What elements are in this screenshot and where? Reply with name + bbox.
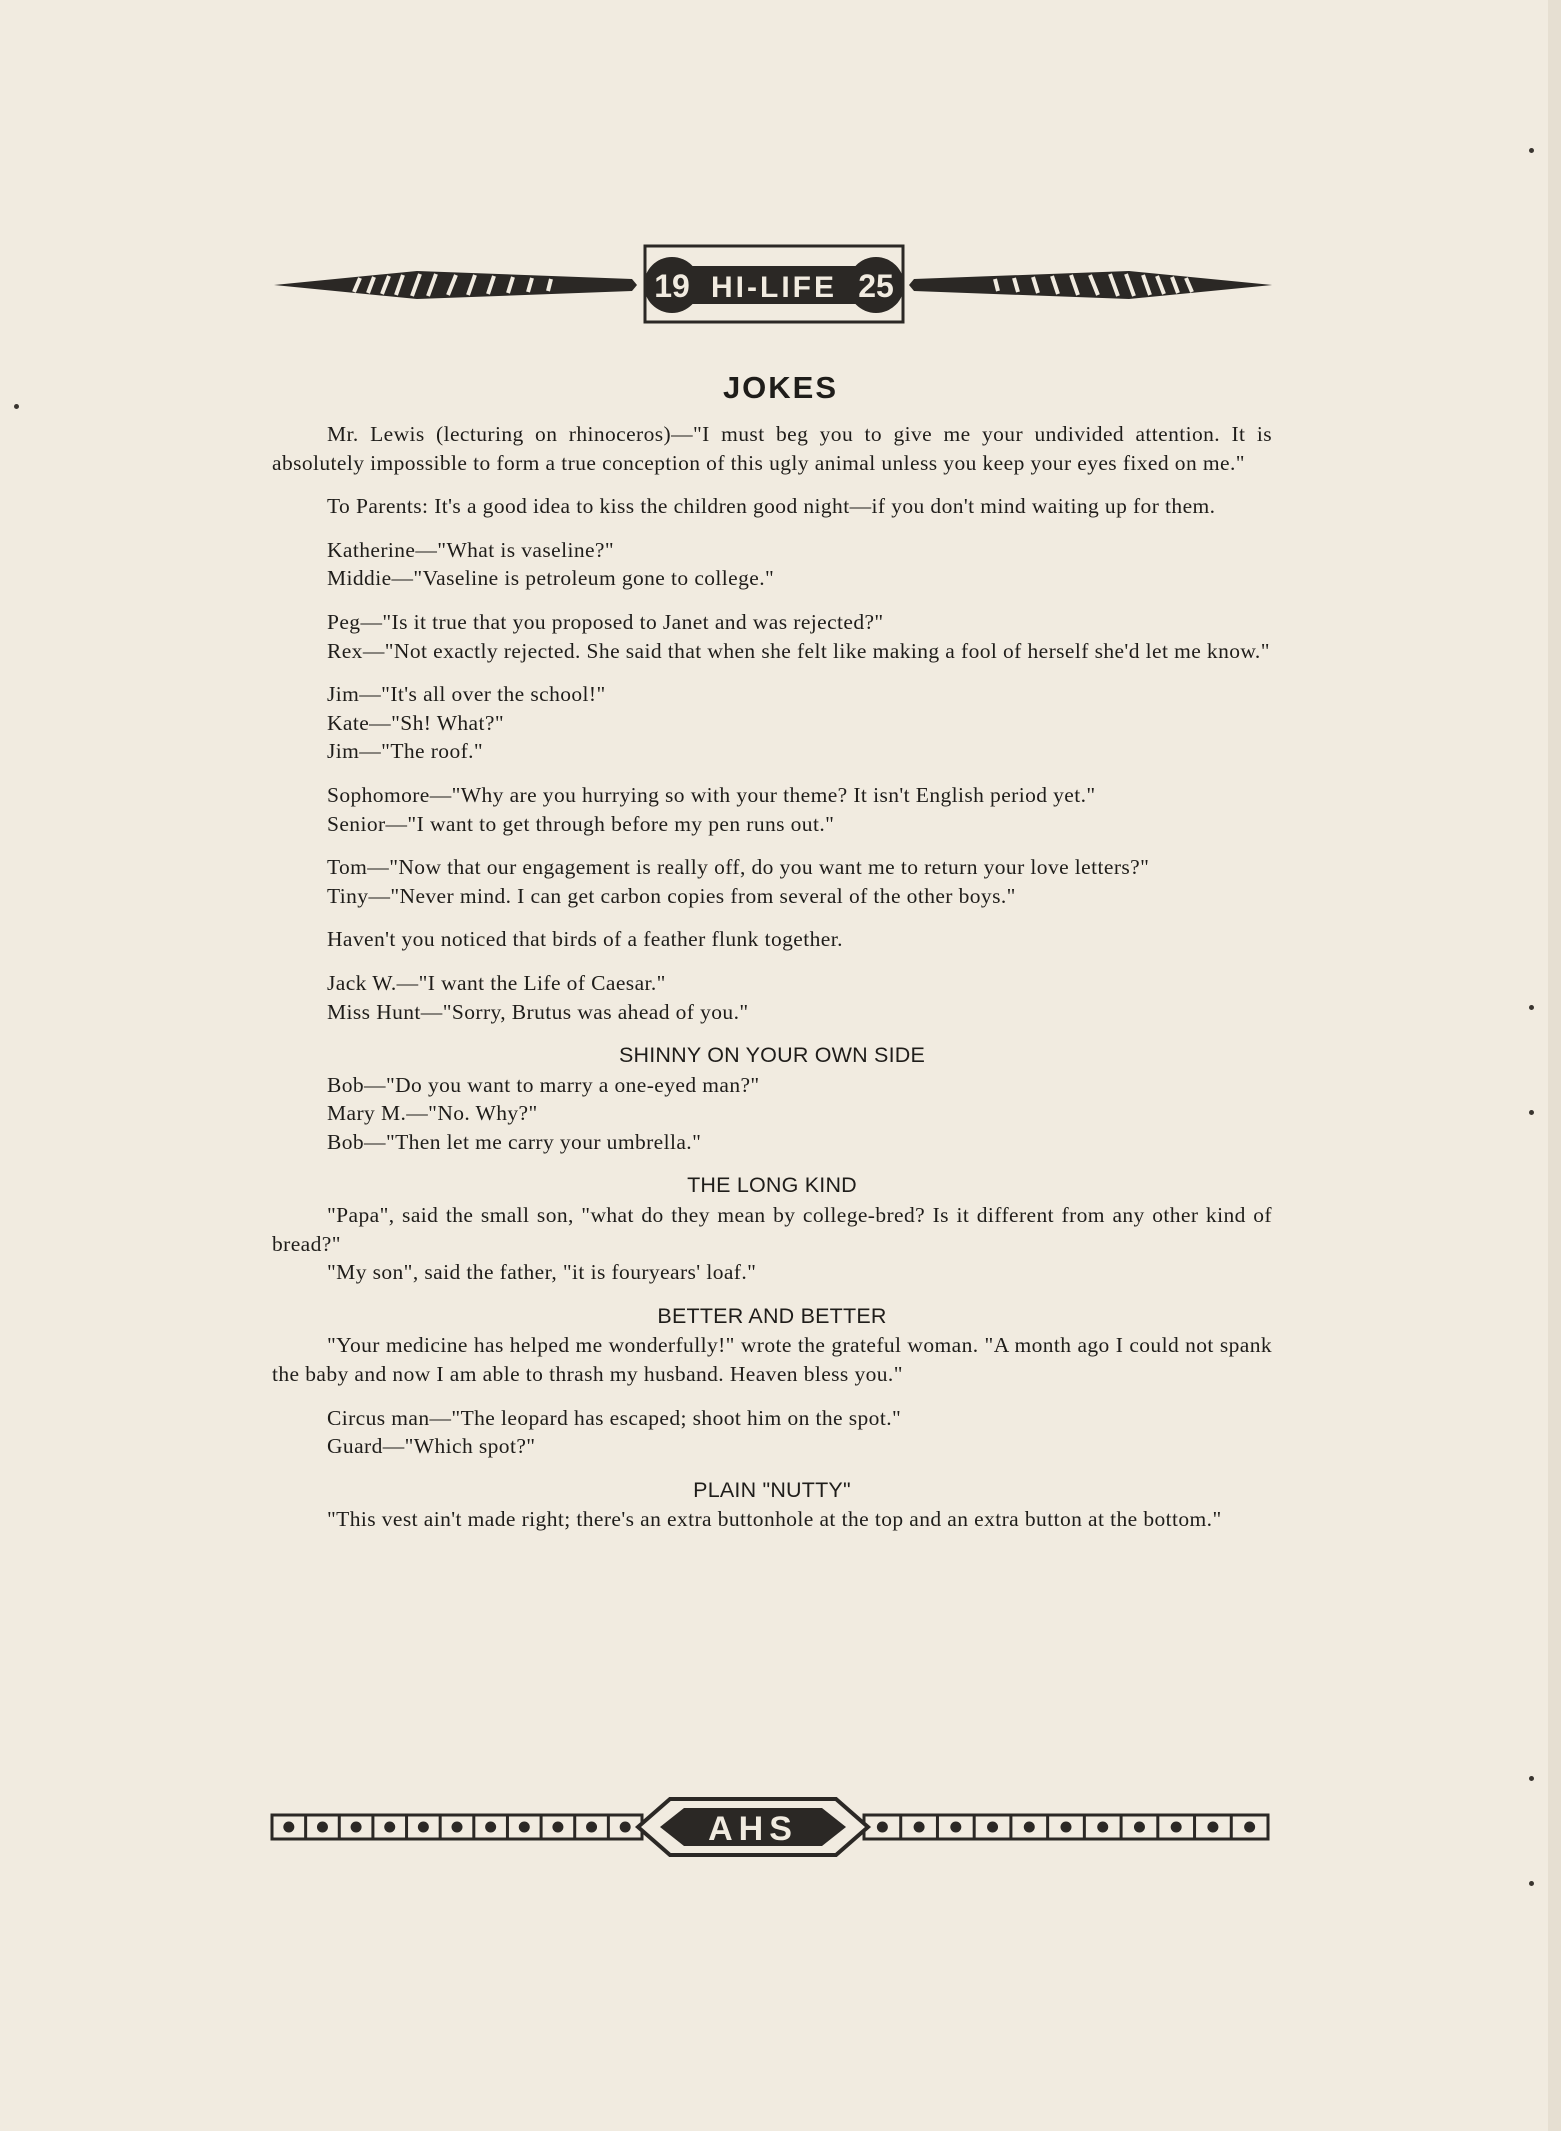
joke-line: Tiny—"Never mind. I can get carbon copies from several of the other boys." bbox=[327, 883, 1016, 908]
joke-line: Kate—"Sh! What?" bbox=[327, 710, 504, 735]
footer-dot bbox=[1024, 1822, 1035, 1833]
section-heading: SHINNY ON YOUR OWN SIDE bbox=[618, 1043, 926, 1068]
footer-emblem: AHS bbox=[708, 1810, 798, 1848]
joke-block bbox=[272, 608, 1272, 665]
print-speck bbox=[14, 404, 19, 409]
joke-block bbox=[272, 1071, 1272, 1157]
footer-dot bbox=[914, 1822, 925, 1833]
joke-line: Mary M.—"No. Why?" bbox=[327, 1101, 538, 1126]
footer-dot bbox=[418, 1822, 429, 1833]
footer-dot bbox=[351, 1822, 362, 1833]
page-title: JOKES bbox=[722, 370, 839, 405]
joke-line: "This vest ain't made right; there's an extra buttonhole at the top and an extra button at the bottom." bbox=[327, 1507, 1222, 1532]
joke-line: Senior—"I want to get through before my pen runs out." bbox=[327, 811, 835, 836]
footer-banner-art bbox=[270, 1790, 1272, 1864]
footer-banner bbox=[270, 1790, 1272, 1864]
header-banner-art bbox=[272, 240, 1274, 330]
joke-block bbox=[272, 781, 1272, 838]
header-brand: HI-LIFE bbox=[711, 271, 837, 304]
joke-block bbox=[272, 853, 1272, 910]
footer-dot bbox=[1171, 1822, 1182, 1833]
joke-line: Mr. Lewis (lecturing on rhinoceros)—"I must beg you to give me your undivided attention. It is absolutely impossible to form a true conception of this ugly animal unless you keep your eyes fixed on me." bbox=[272, 422, 1272, 475]
joke-line: "Your medicine has helped me wonderfully!" wrote the grateful woman. "A month ago I could not spank the baby and now I am able to thrash my husband. Heaven bless you." bbox=[272, 1333, 1272, 1387]
footer-dot bbox=[384, 1822, 395, 1833]
footer-dot bbox=[1244, 1822, 1255, 1833]
footer-dot bbox=[1207, 1822, 1218, 1833]
joke-line: Tom—"Now that our engagement is really off, do you want me to return your love letters?" bbox=[327, 855, 1150, 880]
footer-dot bbox=[1061, 1822, 1072, 1833]
print-speck bbox=[1529, 148, 1534, 153]
jokes-content bbox=[272, 420, 1272, 1549]
footer-dot bbox=[987, 1822, 998, 1833]
page-edge bbox=[1548, 0, 1561, 2131]
joke-block bbox=[272, 536, 1272, 593]
footer-dot bbox=[586, 1822, 597, 1833]
joke-block bbox=[272, 1201, 1272, 1287]
joke-line: Middie—"Vaseline is petroleum gone to college." bbox=[327, 566, 775, 591]
joke-line: Peg—"Is it true that you proposed to Janet and was rejected?" bbox=[327, 609, 884, 634]
joke-line: To Parents: It's a good idea to kiss the children good night—if you don't mind waiting up for them. bbox=[327, 494, 1216, 519]
joke-line: Miss Hunt—"Sorry, Brutus was ahead of you." bbox=[327, 999, 749, 1024]
section-heading: BETTER AND BETTER bbox=[657, 1303, 887, 1328]
section-heading: THE LONG KIND bbox=[687, 1173, 857, 1198]
footer-dot bbox=[283, 1822, 294, 1833]
header-year-right: 25 bbox=[858, 268, 894, 304]
print-speck bbox=[1529, 1776, 1534, 1781]
footer-dot bbox=[552, 1822, 563, 1833]
joke-block bbox=[272, 1331, 1272, 1388]
joke-line: "My son", said the father, "it is fouryears' loaf." bbox=[327, 1260, 757, 1285]
footer-dot bbox=[1097, 1822, 1108, 1833]
footer-dot bbox=[317, 1822, 328, 1833]
joke-block bbox=[272, 492, 1272, 521]
joke-line: "Papa", said the small son, "what do they mean by college-bred? Is it different from any other kind of bread?" bbox=[272, 1203, 1272, 1256]
joke-block bbox=[272, 1404, 1272, 1461]
joke-block bbox=[272, 680, 1272, 766]
joke-block bbox=[272, 969, 1272, 1026]
joke-line: Jim—"The roof." bbox=[327, 739, 484, 764]
joke-line: Rex—"Not exactly rejected. She said that when she felt like making a fool of herself she'd let me know." bbox=[327, 638, 1270, 663]
print-speck bbox=[1529, 1110, 1534, 1115]
joke-block bbox=[272, 1505, 1272, 1534]
footer-dot bbox=[1134, 1822, 1145, 1833]
joke-block bbox=[272, 925, 1272, 954]
joke-line: Haven't you noticed that birds of a feather flunk together. bbox=[327, 927, 843, 952]
footer-dot bbox=[877, 1822, 888, 1833]
joke-line: Sophomore—"Why are you hurrying so with your theme? It isn't English period yet." bbox=[327, 782, 1096, 807]
joke-line: Jack W.—"I want the Life of Caesar." bbox=[327, 970, 666, 995]
joke-line: Bob—"Then let me carry your umbrella." bbox=[327, 1129, 702, 1154]
footer-dot bbox=[519, 1822, 530, 1833]
joke-line: Circus man—"The leopard has escaped; shoot him on the spot." bbox=[327, 1405, 902, 1430]
joke-line: Jim—"It's all over the school!" bbox=[327, 682, 606, 707]
footer-dot bbox=[620, 1822, 631, 1833]
section-heading: PLAIN "NUTTY" bbox=[693, 1477, 851, 1502]
joke-line: Katherine—"What is vaseline?" bbox=[327, 537, 615, 562]
header-year-left: 19 bbox=[654, 268, 690, 304]
joke-line: Bob—"Do you want to marry a one-eyed man?" bbox=[327, 1072, 760, 1097]
print-speck bbox=[1529, 1005, 1534, 1010]
footer-dot bbox=[485, 1822, 496, 1833]
joke-line: Guard—"Which spot?" bbox=[327, 1434, 536, 1459]
footer-dot bbox=[452, 1822, 463, 1833]
print-speck bbox=[1529, 1881, 1534, 1886]
header-banner bbox=[272, 240, 1274, 330]
joke-block bbox=[272, 420, 1272, 477]
footer-dot bbox=[950, 1822, 961, 1833]
